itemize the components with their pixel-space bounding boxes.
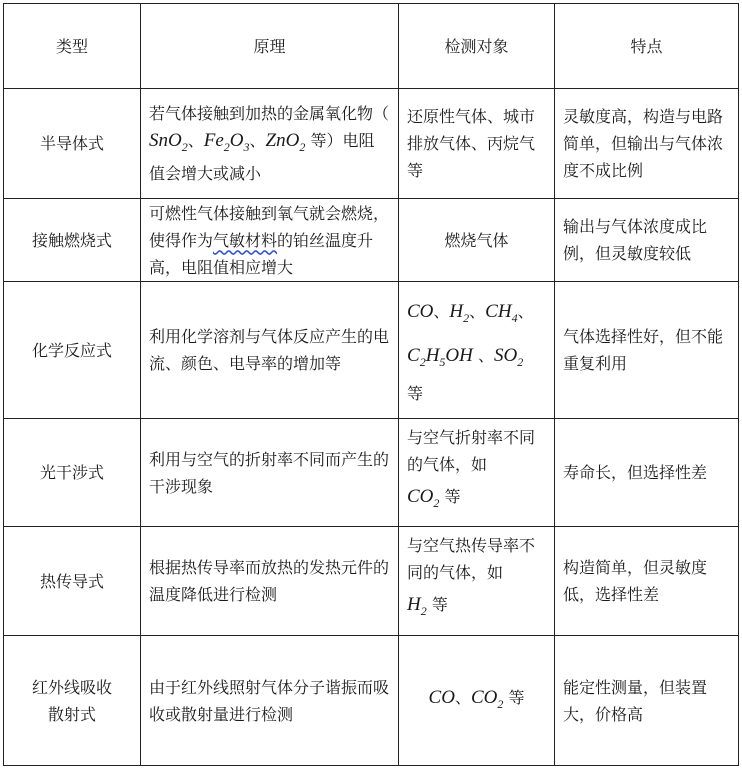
target-suffix: 等 bbox=[508, 687, 525, 707]
target-suffix: 等 bbox=[407, 384, 424, 404]
principle-text-post: 等）电阻值会增大或减小 bbox=[149, 130, 375, 184]
cell-features: 能定性测量，但装置大，价格高 bbox=[555, 636, 739, 766]
formula-co: CO bbox=[407, 300, 434, 322]
gas-sensor-table bbox=[3, 3, 739, 766]
header-features: 特点 bbox=[555, 4, 739, 89]
cell-features: 灵敏度高，构造与电路简单，但输出与气体浓度不成比例 bbox=[555, 89, 739, 199]
table-row bbox=[4, 89, 739, 199]
cell-target bbox=[399, 282, 555, 419]
formula-fe2o3: $Fe_2O_3$ bbox=[203, 129, 250, 154]
target-formula-line1: CO、$H_2$、$CH_4$、 bbox=[407, 300, 534, 325]
type-line-2: 散射式 bbox=[47, 704, 96, 724]
cell-features: 气体选择性好，但不能重复利用 bbox=[555, 282, 739, 419]
header-type: 类型 bbox=[4, 4, 141, 89]
table-header-row bbox=[4, 4, 739, 89]
formula-co2: $CO_2$ bbox=[470, 686, 504, 711]
cell-principle: 若气体接触到加热的金属氧化物（ SnO$_2$、$Fe_2O_3$、ZnO$_2$ 等）电阻值会增大或减小 bbox=[141, 89, 399, 199]
header-target: 检测对象 bbox=[399, 4, 555, 89]
table-row bbox=[4, 282, 739, 419]
cell-features: 输出与气体浓度成比例，但灵敏度较低 bbox=[555, 199, 739, 282]
table-row bbox=[4, 419, 739, 527]
target-formula-line2: $C_2H_5OH$ 、$SO_2$ bbox=[407, 344, 524, 369]
cell-type: 光干涉式 bbox=[4, 419, 141, 527]
cell-type: 热传导式 bbox=[4, 527, 141, 636]
target-suffix: 等 bbox=[444, 486, 461, 506]
formula-h2: $H_2$ bbox=[449, 300, 470, 325]
target-text-pre: 与空气折射率不同的气体，如 bbox=[407, 427, 536, 474]
cell-type: 半导体式 bbox=[4, 89, 141, 199]
principle-text-pre: 若气体接触到加热的金属氧化物（ bbox=[149, 103, 390, 123]
cell-principle: 根据热传导率而放热的发热元件的温度降低进行检测 bbox=[141, 527, 399, 636]
cell-target: 燃烧气体 bbox=[399, 199, 555, 282]
cell-principle: 由于红外线照射气体分子谐振而吸收或散射量进行检测 bbox=[141, 636, 399, 766]
cell-target bbox=[399, 527, 555, 636]
target-suffix: 等 bbox=[431, 595, 448, 615]
formula-co: CO bbox=[428, 686, 455, 708]
table-row bbox=[4, 527, 739, 636]
type-line-1: 红外线吸收 bbox=[31, 677, 112, 697]
cell-principle: 利用与空气的折射率不同而产生的干涉现象 bbox=[141, 419, 399, 527]
cell-features: 寿命长，但选择性差 bbox=[555, 419, 739, 527]
formula-h2: $H_2$ bbox=[407, 594, 427, 618]
target-formula-line bbox=[407, 478, 546, 522]
cell-principle bbox=[141, 199, 399, 282]
table-row bbox=[4, 636, 739, 766]
cell-type: 化学反应式 bbox=[4, 282, 141, 419]
cell-type bbox=[4, 636, 141, 766]
target-text-pre: 与空气热传导率不同的气体，如 bbox=[407, 536, 536, 583]
cell-target bbox=[399, 419, 555, 527]
formula-c2h5oh: $C_2H_5OH$ bbox=[407, 344, 473, 369]
header-principle: 原理 bbox=[141, 4, 399, 89]
cell-target: 还原性气体、城市排放气体、丙烷气等 bbox=[399, 89, 555, 199]
formula-ch4: $CH_4$ bbox=[485, 300, 518, 325]
principle-text-underlined: 气敏材料 bbox=[213, 230, 278, 250]
cell-type: 接触燃烧式 bbox=[4, 199, 141, 282]
formula-co2: $CO_2$ bbox=[407, 485, 440, 510]
formula-zno2: ZnO$_2$ bbox=[265, 129, 306, 154]
principle-text-c: 的铂丝温度升高，电阻值相应增大 bbox=[149, 230, 374, 277]
principle-text-a: 可燃性气体接触到氧气就会燃烧，使得作为 bbox=[149, 203, 390, 250]
target-formula-line bbox=[407, 586, 546, 630]
cell-features: 构造简单，但灵敏度低，选择性差 bbox=[555, 527, 739, 636]
table-row bbox=[4, 199, 739, 282]
cell-principle: 利用化学溶剂与气体反应产生的电流、颜色、电导率的增加等 bbox=[141, 282, 399, 419]
formula-sno2: SnO$_2$ bbox=[149, 129, 188, 154]
cell-target: CO、$CO_2$ 等 bbox=[399, 636, 555, 766]
formula-so2: $SO_2$ bbox=[493, 344, 524, 369]
